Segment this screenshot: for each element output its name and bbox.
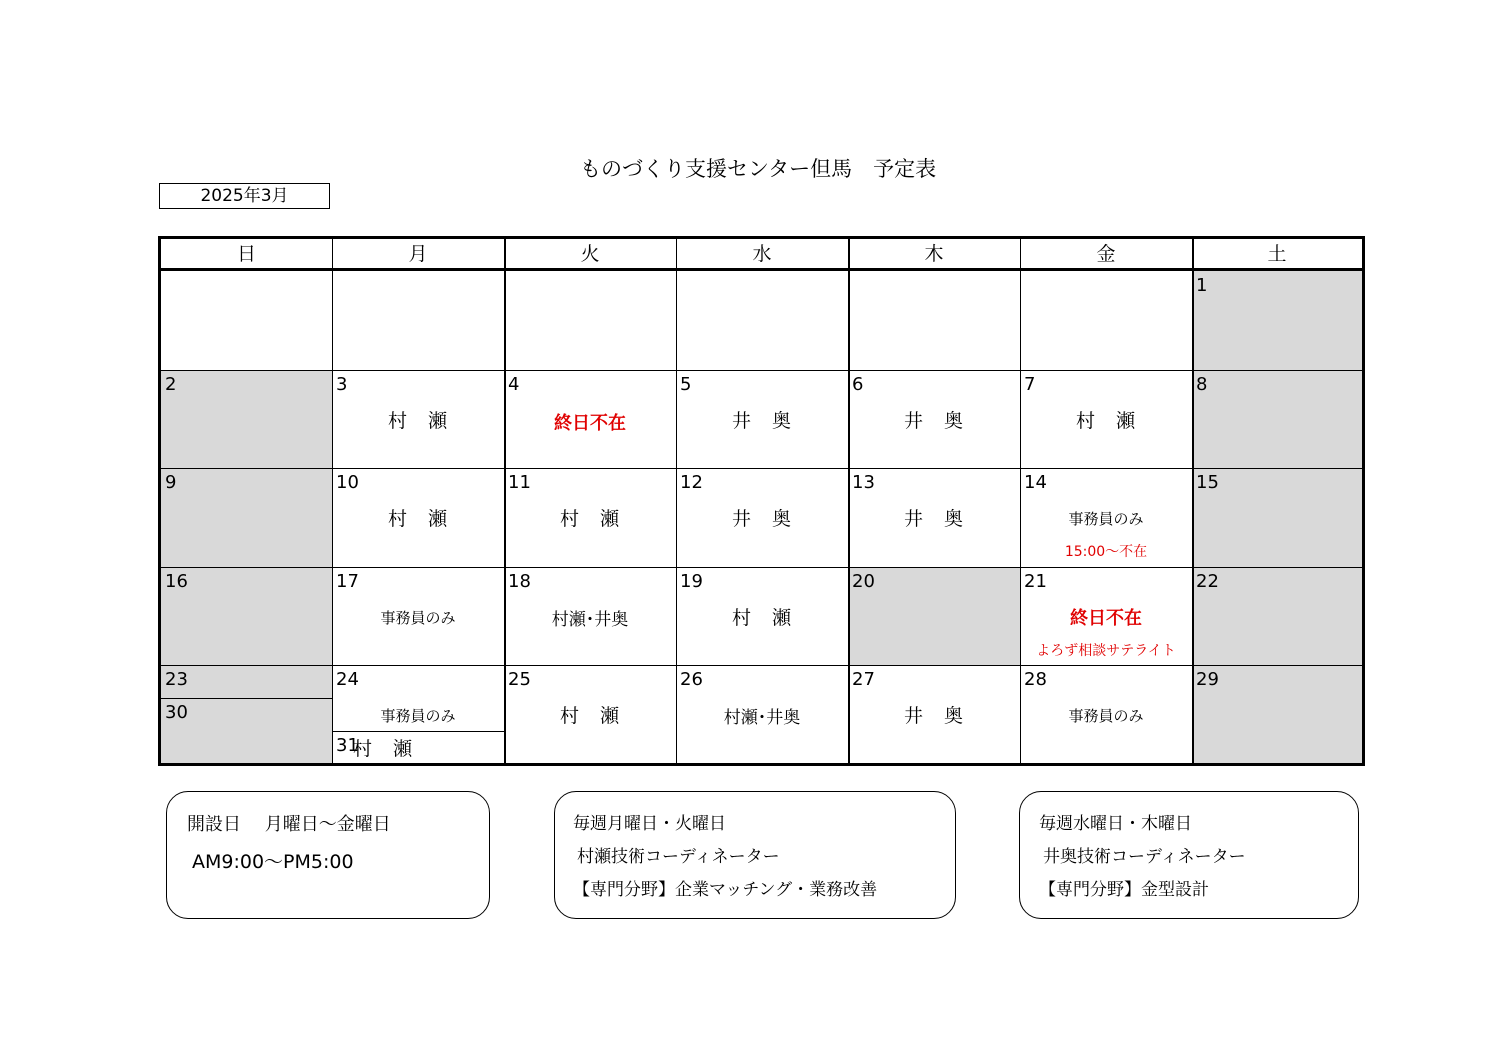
event-text: 事務員のみ <box>1068 707 1144 725</box>
event-text: 終日不在 <box>1070 608 1142 629</box>
day-number: 24 <box>336 669 359 690</box>
event-text: 事務員のみ <box>1068 510 1144 528</box>
page-title: ものづくり支援センター但馬 予定表 <box>580 157 937 181</box>
day-number: 29 <box>1196 669 1219 690</box>
event-text: 村 瀬 <box>387 508 448 530</box>
weekday-header: 木 <box>848 239 1020 271</box>
info-ioku-field: 【専門分野】金型設計 <box>1039 880 1209 900</box>
info-hours-time: AM9:00～PM5:00 <box>192 851 354 873</box>
day-number: 1 <box>1196 275 1208 296</box>
day-number: 30 <box>165 702 188 723</box>
day-number: 18 <box>508 571 531 592</box>
day-number: 17 <box>336 571 359 592</box>
day-number: 25 <box>508 669 531 690</box>
event-text: 井 奥 <box>731 410 792 432</box>
info-ioku-name: 井奥技術コーディネーター <box>1043 847 1246 867</box>
day-number: 6 <box>852 374 864 395</box>
day-number: 8 <box>1196 374 1208 395</box>
weekday-header: 火 <box>504 239 676 271</box>
weekday-header: 土 <box>1192 239 1362 271</box>
day-number: 2 <box>165 374 177 395</box>
event-text: 村 瀬 <box>387 410 448 432</box>
day-number: 26 <box>680 669 703 690</box>
event-text: 事務員のみ <box>380 609 456 627</box>
info-box-ioku <box>1019 791 1359 919</box>
info-hours-days: 開設日 月曜日～金曜日 <box>187 814 391 835</box>
day-number: 21 <box>1024 571 1047 592</box>
day-number: 15 <box>1196 472 1219 493</box>
event-text: 村瀬･井奥 <box>551 610 629 630</box>
day-number: 16 <box>165 571 188 592</box>
day-number: 13 <box>852 472 875 493</box>
event-text: 井 奥 <box>903 410 964 432</box>
day-number: 7 <box>1024 374 1036 395</box>
day-number: 31 <box>336 735 359 756</box>
day-number: 14 <box>1024 472 1047 493</box>
event-text: 村 瀬 <box>352 738 413 760</box>
day-number: 5 <box>680 374 692 395</box>
event-text: 井 奥 <box>731 508 792 530</box>
day-number: 27 <box>852 669 875 690</box>
event-text: 村 瀬 <box>559 508 620 530</box>
event-text: 井 奥 <box>903 705 964 727</box>
day-number: 20 <box>852 571 875 592</box>
day-number: 12 <box>680 472 703 493</box>
month-label: 2025年3月 <box>159 183 330 209</box>
event-text: 井 奥 <box>903 508 964 530</box>
event-text: 村 瀬 <box>1075 410 1136 432</box>
info-murase-days: 毎週月曜日・火曜日 <box>573 814 726 834</box>
day-number: 28 <box>1024 669 1047 690</box>
event-text: 終日不在 <box>554 413 626 434</box>
event-text: 村瀬･井奥 <box>723 708 801 728</box>
day-number: 11 <box>508 472 531 493</box>
info-murase-field: 【専門分野】企業マッチング・業務改善 <box>573 880 878 900</box>
event-text: 村 瀬 <box>731 607 792 629</box>
weekday-header: 水 <box>676 239 848 271</box>
day-number: 9 <box>165 472 177 493</box>
day-number: 10 <box>336 472 359 493</box>
day-number: 3 <box>336 374 348 395</box>
day-number: 4 <box>508 374 520 395</box>
day-number: 23 <box>165 669 188 690</box>
day-number: 22 <box>1196 571 1219 592</box>
event-text: 村 瀬 <box>559 705 620 727</box>
event-text: 事務員のみ <box>380 707 456 725</box>
info-box-murase <box>554 791 956 919</box>
info-murase-name: 村瀬技術コーディネーター <box>577 847 780 867</box>
weekday-header: 金 <box>1020 239 1192 271</box>
info-box-hours <box>166 791 490 919</box>
info-ioku-days: 毎週水曜日・木曜日 <box>1039 814 1192 834</box>
day-number: 19 <box>680 571 703 592</box>
calendar-frame <box>158 236 1365 766</box>
event-text: 15:00～不在 <box>1064 544 1148 560</box>
weekday-header: 月 <box>332 239 504 271</box>
event-text: よろず相談サテライト <box>1036 643 1176 659</box>
weekday-header: 日 <box>161 239 332 271</box>
